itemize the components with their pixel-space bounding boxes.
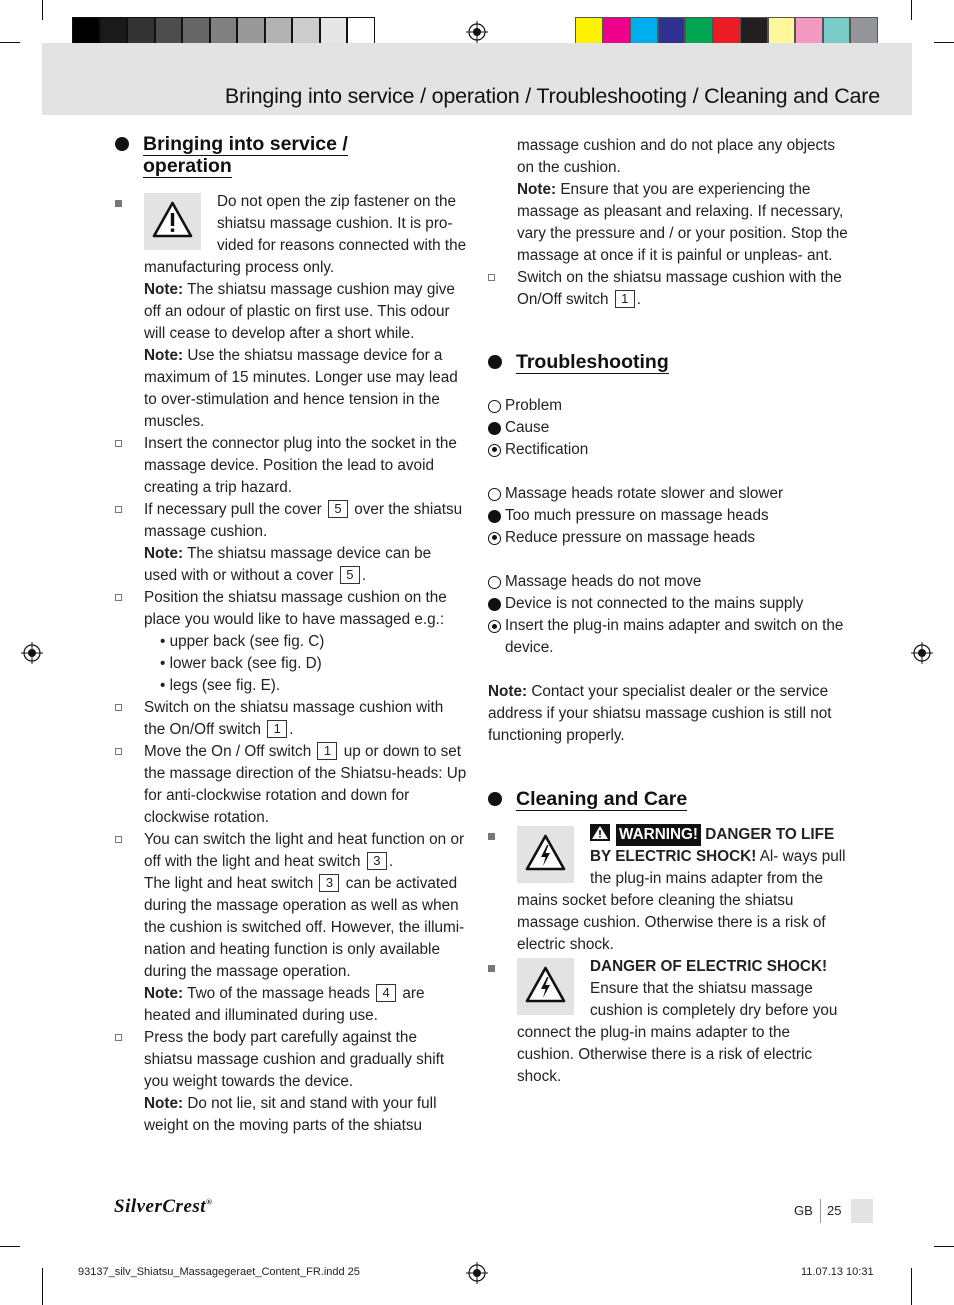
note-text: Use the shiatsu massage device for a maximum of 15 minutes. Longer use may lead to over-stimulation and hence tension in the muscles. bbox=[144, 347, 458, 430]
square-bullet-icon bbox=[488, 965, 495, 972]
cause-dot-icon bbox=[488, 422, 501, 435]
part-ref: 4 bbox=[376, 984, 396, 1002]
rectification-row: Reduce pressure on massage heads bbox=[488, 527, 850, 549]
color-swatch bbox=[182, 17, 210, 46]
language-code: GB bbox=[794, 1203, 813, 1218]
part-ref: 5 bbox=[328, 500, 348, 518]
problem-circle-icon bbox=[488, 400, 501, 413]
problem-circle-icon bbox=[488, 488, 501, 501]
color-swatch bbox=[713, 17, 741, 46]
note-label: Note: bbox=[488, 683, 528, 700]
warning-triangle-icon bbox=[152, 201, 193, 239]
step-item: Switch on the shiatsu massage cushion with the On/Off switch 1 . bbox=[488, 267, 850, 311]
footer-divider bbox=[820, 1199, 821, 1223]
sub-item: • upper back (see fig. C) bbox=[160, 633, 325, 650]
note-label: Note: bbox=[144, 347, 184, 364]
step-item: Press the body part carefully against the shiatsu massage cushion and gradually shift you weight towards the device. Note: Do not lie, sit and stand with your full weight on the moving parts of the shiatsu bbox=[115, 1027, 467, 1137]
step-item: Position the shiatsu massage cushion on the place you would like to have massaged e.g.: • upper back (see fig. C) • lower back (see fig. D) • legs (see fig. E). bbox=[115, 587, 467, 697]
warning-triangle-box bbox=[144, 193, 201, 250]
warning-small-icon bbox=[590, 824, 610, 841]
right-column bbox=[488, 135, 850, 1088]
color-swatch bbox=[210, 17, 238, 46]
cause-dot-icon bbox=[488, 598, 501, 611]
color-swatch bbox=[292, 17, 320, 46]
step-item: If necessary pull the cover 5 over the shiatsu massage cushion. Note: The shiatsu massage device can be used with or without a cover 5 . bbox=[115, 499, 467, 587]
crop-mark bbox=[934, 1246, 954, 1247]
checkbox-bullet-icon bbox=[115, 594, 122, 601]
checkbox-bullet-icon bbox=[115, 1034, 122, 1041]
checkbox-bullet-icon bbox=[115, 704, 122, 711]
electric-shock-box bbox=[517, 958, 574, 1015]
step-item: Move the On / Off switch 1 up or down to set the massage direction of the Shiatsu-heads: Up for anti-clockwise rotation and down for clockwise rotation. bbox=[115, 741, 467, 829]
rectification-target-icon bbox=[488, 532, 501, 545]
warning-badge: WARNING! bbox=[590, 826, 701, 843]
bullet-dot-icon bbox=[488, 792, 502, 806]
color-swatch bbox=[320, 17, 348, 46]
step-item: You can switch the light and heat function on or off with the light and heat switch 3 . The light and heat switch 3 can be activated during the massage operation as well as when the cushion is switched off. However, the illumi- nation and heating function is only available during the massage operation. Note: Two of the massage heads 4 are heated and illuminated during use. bbox=[115, 829, 467, 1027]
sub-item: • lower back (see fig. D) bbox=[160, 655, 322, 672]
legend-rectification: Rectification bbox=[488, 439, 850, 461]
crop-mark bbox=[934, 42, 954, 43]
color-swatch bbox=[740, 17, 768, 46]
left-column bbox=[115, 133, 467, 1137]
crop-mark bbox=[911, 1268, 912, 1305]
checkbox-bullet-icon bbox=[115, 440, 122, 447]
color-swatch bbox=[100, 17, 128, 46]
checkbox-bullet-icon bbox=[488, 274, 495, 281]
section-heading-troubleshooting: Troubleshooting bbox=[488, 351, 850, 373]
color-swatch bbox=[768, 17, 796, 46]
crop-mark bbox=[0, 42, 20, 43]
continued-text: massage cushion and do not place any objects on the cushion. Note: Ensure that you are experiencing the massage as pleasant and relaxing. If necessary, vary the pressure and / or your position. Stop the massage at once if it is painful or unpleas- ant. bbox=[517, 137, 848, 264]
brand-logo: SilverCrest® bbox=[114, 1196, 213, 1217]
trouble-entry bbox=[488, 483, 850, 549]
part-ref: 1 bbox=[615, 290, 635, 308]
part-ref: 5 bbox=[340, 566, 360, 584]
note-label: Note: bbox=[517, 181, 557, 198]
color-swatch bbox=[630, 17, 658, 46]
color-swatch bbox=[850, 17, 878, 46]
bullet-dot-icon bbox=[115, 137, 129, 151]
registration-mark-icon bbox=[466, 1262, 488, 1284]
symbol-legend bbox=[488, 395, 850, 461]
checkbox-bullet-icon bbox=[115, 836, 122, 843]
part-ref: 1 bbox=[267, 720, 287, 738]
color-swatch bbox=[155, 17, 183, 46]
warning-item bbox=[115, 191, 467, 433]
color-swatch bbox=[237, 17, 265, 46]
checkbox-bullet-icon bbox=[115, 506, 122, 513]
color-swatch bbox=[795, 17, 823, 46]
note-text: The shiatsu massage cushion may give off an odour of plastic on first use. This odour will cease to develop after a short while. bbox=[144, 281, 455, 342]
color-swatch bbox=[658, 17, 686, 46]
step-item: Insert the connector plug into the socket in the massage device. Position the lead to avoid creating a trip hazard. bbox=[115, 433, 467, 499]
rectification-target-icon bbox=[488, 620, 501, 633]
color-swatch bbox=[72, 17, 100, 46]
problem-row: Massage heads do not move bbox=[488, 571, 850, 593]
rectification-target-icon bbox=[488, 444, 501, 457]
legend-cause: Cause bbox=[488, 417, 850, 439]
cause-dot-icon bbox=[488, 510, 501, 523]
part-ref: 1 bbox=[317, 742, 337, 760]
registration-mark-icon bbox=[466, 21, 488, 43]
crop-mark bbox=[911, 0, 912, 20]
electric-shock-box bbox=[517, 826, 574, 883]
color-swatch bbox=[127, 17, 155, 46]
color-swatch bbox=[575, 17, 603, 46]
bullet-dot-icon bbox=[488, 355, 502, 369]
note-label: Note: bbox=[144, 545, 184, 562]
crop-mark bbox=[42, 1268, 43, 1305]
square-bullet-icon bbox=[488, 833, 495, 840]
part-ref: 3 bbox=[367, 852, 387, 870]
process-color-bar bbox=[575, 17, 878, 46]
crop-mark bbox=[42, 0, 43, 20]
problem-circle-icon bbox=[488, 576, 501, 589]
rectification-row: Insert the plug-in mains adapter and switch on the device. bbox=[488, 615, 850, 659]
cause-row: Too much pressure on massage heads bbox=[488, 505, 850, 527]
troubleshooting-note: Note: Contact your specialist dealer or the service address if your shiatsu massage cushion is still not functioning properly. bbox=[488, 683, 832, 744]
color-swatch bbox=[603, 17, 631, 46]
page-number: 25 bbox=[827, 1203, 842, 1218]
grayscale-color-bar bbox=[72, 17, 375, 46]
square-bullet-icon bbox=[115, 200, 122, 207]
note-label: Note: bbox=[144, 985, 184, 1002]
section-heading-operation: Bringing into service / operation bbox=[115, 133, 383, 177]
footer-tab bbox=[851, 1199, 873, 1223]
registration-mark-icon bbox=[21, 642, 43, 664]
warning-item: WARNING! DANGER TO LIFE BY ELECTRIC SHOCK! Al- ways pull the plug-in mains adapter from the mains socket before cleaning the shiatsu massage cushion. Otherwise there is a risk of electric shock. bbox=[488, 824, 850, 956]
color-swatch bbox=[347, 17, 375, 46]
cause-row: Device is not connected to the mains supply bbox=[488, 593, 850, 615]
checkbox-bullet-icon bbox=[115, 748, 122, 755]
registration-mark-icon bbox=[911, 642, 933, 664]
sub-item: • legs (see fig. E). bbox=[160, 677, 281, 694]
step-item: Switch on the shiatsu massage cushion with the On/Off switch 1 . bbox=[115, 697, 467, 741]
page-title: Bringing into service / operation / Troubleshooting / Cleaning and Care bbox=[224, 84, 880, 108]
note-label: Note: bbox=[144, 1095, 184, 1112]
note-label: Note: bbox=[144, 281, 184, 298]
legend-problem: Problem bbox=[488, 395, 850, 417]
warning-item: DANGER OF ELECTRIC SHOCK! Ensure that the shiatsu massage cushion is completely dry before you connect the plug-in mains adapter to the cushion. Otherwise there is a risk of electric shock. bbox=[488, 956, 850, 1088]
color-swatch bbox=[265, 17, 293, 46]
crop-mark bbox=[0, 1246, 20, 1247]
electric-shock-icon bbox=[525, 834, 566, 872]
part-ref: 3 bbox=[319, 874, 339, 892]
print-slug-file: 93137_silv_Shiatsu_Massagegeraet_Content_FR.indd 25 bbox=[78, 1266, 360, 1278]
problem-row: Massage heads rotate slower and slower bbox=[488, 483, 850, 505]
warning-text: Do not open the zip fastener on the shiatsu massage cushion. It is pro- vided for reasons connected with the manufacturing process only. bbox=[144, 193, 467, 276]
print-slug-date: 11.07.13 10:31 bbox=[801, 1266, 874, 1278]
color-swatch bbox=[823, 17, 851, 46]
electric-shock-icon bbox=[525, 966, 566, 1004]
trouble-entry bbox=[488, 571, 850, 659]
section-heading-cleaning: Cleaning and Care bbox=[488, 788, 850, 810]
color-swatch bbox=[685, 17, 713, 46]
